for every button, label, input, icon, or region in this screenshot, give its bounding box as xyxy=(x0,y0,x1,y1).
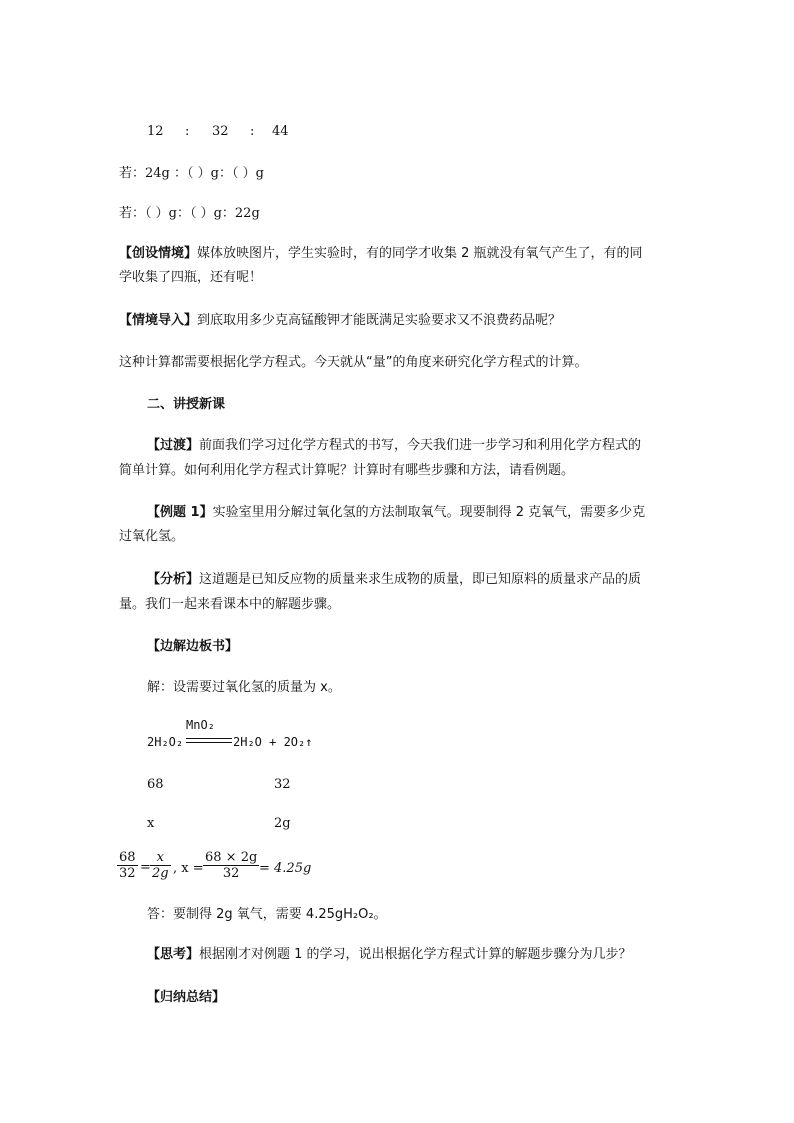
fraction-2-numerator: x xyxy=(156,850,164,865)
section-title: 二、讲授新课 xyxy=(147,397,226,412)
intro-tag: 【情境导入】 xyxy=(119,313,198,328)
result: = 4.25g xyxy=(259,861,312,876)
board-title: 【边解边板书】 xyxy=(147,639,239,654)
fraction-3-numerator: 68 × 2g xyxy=(205,850,258,865)
analysis-line-2: 量。我们一起来看课本中的解题步骤。 xyxy=(119,597,341,612)
think-line xyxy=(147,947,632,963)
intro-line xyxy=(119,313,561,329)
transition-text-1: 前面我们学习过化学方程式的书写，今天我们进一步学习和利用化学方程式的 xyxy=(199,438,642,453)
if-line-2: 若：（ ）g：（ ）g：22g xyxy=(119,206,260,221)
analysis-text-1: 这道题是已知反应物的质量来求生成物的质量，即已知原料的质量求产品的质 xyxy=(199,572,642,587)
intro-follow: 这种计算都需要根据化学方程式。今天就从“量”的角度来研究化学方程式的计算。 xyxy=(119,355,588,370)
comma-x-equals: , x = xyxy=(173,861,204,876)
answer-line: 答：要制得 2g 氧气，需要 4.25gH₂O₂。 xyxy=(147,907,387,922)
analysis-line-1 xyxy=(147,572,641,588)
intro-text: 到底取用多少克高锰酸钾才能既满足实验要求又不浪费药品呢？ xyxy=(197,313,562,328)
scenario-line-1 xyxy=(119,246,643,262)
summary-title: 【归纳总结】 xyxy=(147,990,226,1005)
scenario-tag: 【创设情境】 xyxy=(119,246,198,261)
analysis-tag: 【分析】 xyxy=(147,572,200,587)
equation-left: 2H₂O₂ xyxy=(147,735,184,749)
ratio-a: 12 xyxy=(147,124,164,139)
if-line-1: 若：24g ：（ ）g：（ ）g xyxy=(119,166,264,181)
equals-1: = xyxy=(140,860,151,875)
think-text: 根据刚才对例题 1 的学习，说出根据化学方程式计算的解题步骤分为几步？ xyxy=(199,947,632,962)
fraction-x-2g xyxy=(150,850,171,881)
example-line-1 xyxy=(147,505,645,521)
mass-row-1-right: 32 xyxy=(274,777,291,792)
ratio-sep-1: : xyxy=(185,124,190,139)
solution-let: 解：设需要过氧化氢的质量为 x。 xyxy=(147,680,341,695)
transition-line-1 xyxy=(147,438,641,454)
ratio-b: 32 xyxy=(212,124,229,139)
transition-line-2: 简单计算。如何利用化学方程式计算呢？计算时有哪些步骤和方法，请看例题。 xyxy=(119,463,575,478)
transition-tag: 【过渡】 xyxy=(147,438,200,453)
example-tag: 【例题 1】 xyxy=(147,505,213,520)
fraction-1-denominator: 32 xyxy=(119,866,136,881)
mass-row-2-left: x xyxy=(147,816,155,831)
fraction-1-numerator: 68 xyxy=(119,850,136,865)
fraction-68x2g-32 xyxy=(203,850,259,881)
ratio-c: 44 xyxy=(272,124,289,139)
example-line-2: 过氧化氢。 xyxy=(119,529,185,544)
fraction-68-32 xyxy=(117,850,138,881)
ratio-sep-2: : xyxy=(250,124,255,139)
mass-row-2-right: 2g xyxy=(274,816,291,831)
equation-bar-top xyxy=(186,738,232,739)
fraction-2-denominator: 2g xyxy=(152,866,169,881)
equation-right: 2H₂O + 2O₂↑ xyxy=(233,735,313,749)
equation-catalyst: MnO₂ xyxy=(186,718,215,732)
mass-row-1-left: 68 xyxy=(147,777,164,792)
scenario-line-2: 学收集了四瓶，还有呢！ xyxy=(119,270,263,285)
scenario-text-1: 媒体放映图片，学生实验时，有的同学才收集 2 瓶就没有氧气产生了，有的同 xyxy=(197,246,643,261)
fraction-3-denominator: 32 xyxy=(203,865,259,881)
example-text-1: 实验室里用分解过氧化氢的方法制取氧气。现要制得 2 克氧气，需要多少克 xyxy=(212,505,646,520)
equation-bar-bottom xyxy=(186,742,232,743)
think-tag: 【思考】 xyxy=(147,947,200,962)
